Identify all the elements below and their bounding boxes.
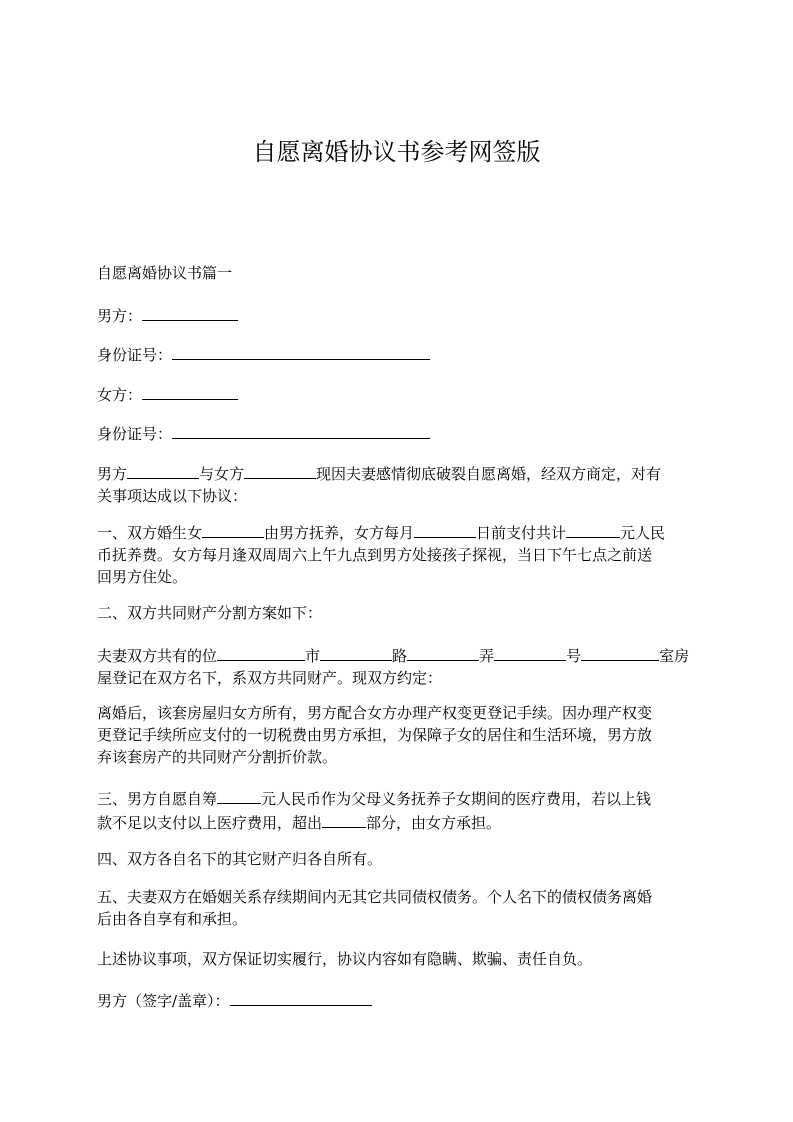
woman-id-label: 身份证号： (97, 425, 173, 443)
man-label: 男方： (97, 307, 143, 325)
clause-1-line-2: 币抚养费。女方每月逢双周周六上午九点到男方处接孩子探视，当日下午七点之前送 (97, 546, 653, 564)
blank (244, 461, 316, 479)
woman-name-blank (142, 382, 238, 400)
blank (127, 461, 199, 479)
after-divorce-paragraph: 离婚后，该套房屋归女方所有，男方配合女方办理产权变更登记手续。因办理产权变 更登记手续所应支付的一切税费由男方承担，为保障子女的居住和生活环境，男方放 弃该套房产的共同财产分割折价款。 (97, 704, 653, 766)
clause-1-line-3: 回男方住处。 (97, 568, 188, 586)
man-name-blank (142, 303, 238, 321)
woman-name-line (97, 382, 238, 406)
signature-blank (230, 988, 372, 1006)
woman-label: 女方： (97, 386, 143, 404)
clause-1-line-1: 一、双方婚生女 由男方抚养，女方每月 日前支付共计 元人民 (97, 520, 665, 544)
blank (581, 643, 659, 661)
man-id-line (97, 342, 430, 366)
clause-5: 五、夫妻双方在婚姻关系存续期间内无其它共同债权债务。个人名下的债权债务离婚 后由各自享有和承担。 (97, 888, 653, 928)
blank (566, 520, 620, 538)
intro-paragraph (97, 461, 661, 507)
woman-id-blank (172, 421, 430, 439)
man-id-label: 身份证号： (97, 346, 173, 364)
clause-2-heading: 二、双方共同财产分割方案如下： (97, 604, 323, 622)
blank (494, 643, 566, 661)
man-id-blank (172, 342, 430, 360)
man-name-line (97, 303, 238, 327)
blank (217, 786, 261, 804)
property-paragraph (97, 643, 689, 689)
clause-3-line-1: 三、男方自愿自筹 元人民币作为父母义务抚养子女期间的医疗费用，若以上钱 (97, 786, 651, 810)
blank (217, 643, 305, 661)
document-title: 自愿离婚协议书参考网签版 (252, 138, 541, 166)
blank (320, 643, 392, 661)
woman-id-line (97, 421, 430, 445)
blank (202, 520, 264, 538)
intro-line-2: 关事项达成以下协议： (97, 487, 248, 505)
property-line-1: 夫妻双方共有的位 市 路 弄 号 室房 (97, 643, 689, 667)
signature-label: 男方（签字/盖章）： (97, 992, 230, 1010)
clause-1 (97, 520, 665, 588)
section-heading: 自愿离婚协议书篇一 (97, 264, 233, 282)
blank (322, 810, 366, 828)
property-line-2: 屋登记在双方名下，系双方共同财产。现双方约定： (97, 669, 443, 687)
blank (414, 520, 476, 538)
intro-line-1: 男方 与女方 现因夫妻感情彻底破裂自愿离婚，经双方商定，对有 (97, 461, 661, 485)
signature-line (97, 988, 372, 1012)
guarantee-paragraph: 上述协议事项，双方保证切实履行，协议内容如有隐瞒、欺骗、责任自负。 (97, 950, 593, 968)
clause-3-line-2: 款不足以支付以上医疗费用，超出 部分，由女方承担。 (97, 810, 651, 834)
clause-3 (97, 786, 651, 834)
blank (407, 643, 479, 661)
clause-4: 四、双方各自名下的其它财产归各自所有。 (97, 850, 383, 868)
